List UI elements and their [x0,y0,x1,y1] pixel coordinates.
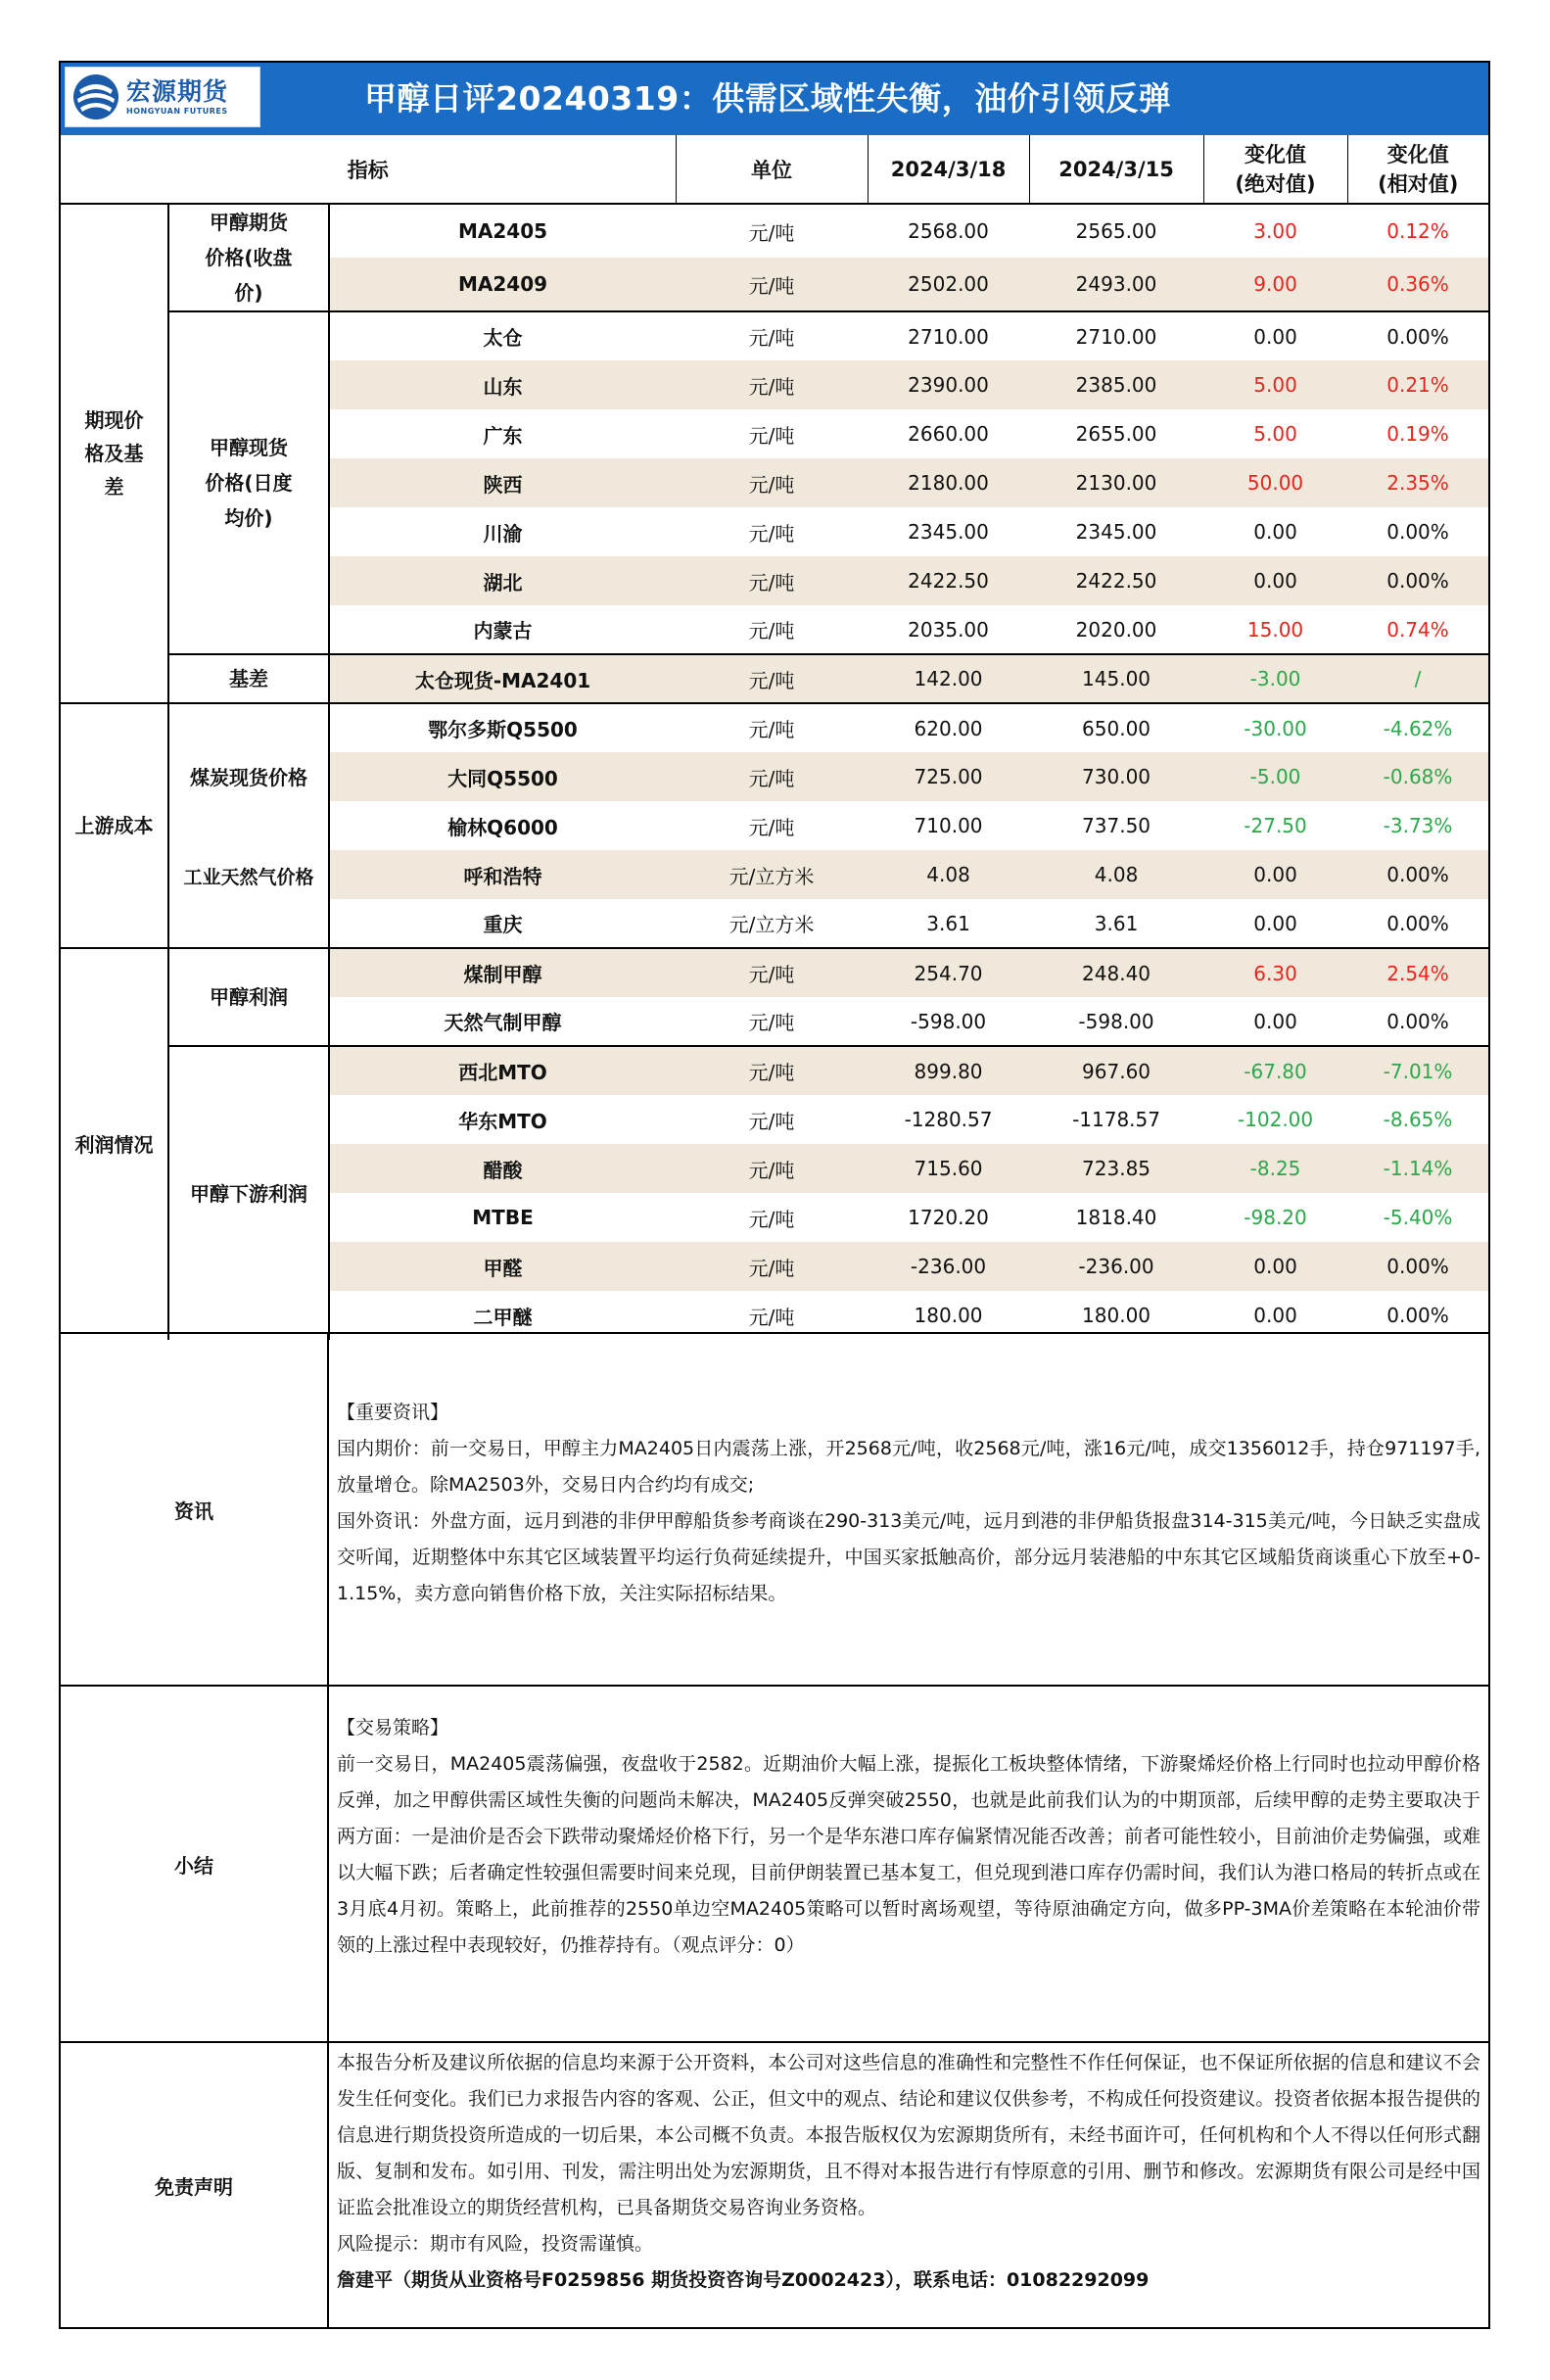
row-v2: 1818.40 [1075,1206,1157,1229]
row-v1: -236.00 [868,1242,1029,1291]
row-unit: 元/吨 [748,619,795,643]
row-v1: 2390.00 [868,360,1029,409]
row-name: 大同Q5500 [329,752,676,801]
row-rel: 0.00% [1386,1009,1449,1033]
row-v2: 2565.00 [1075,219,1157,243]
row-name: 太仓现货-MA2401 [329,654,676,703]
row-name: 天然气制甲醇 [444,1011,562,1034]
row-abs: 0.00 [1253,1304,1297,1327]
group-coal: 煤炭现货价格 [168,703,329,850]
row-unit: 元/吨 [676,654,868,703]
row-v2: 180.00 [1082,1304,1151,1327]
row-name: MA2405 [457,219,548,243]
row-unit: 元/吨 [748,220,795,245]
row-name: 华东MTO [458,1109,547,1133]
disclaimer-label: 免责声明 [61,2043,329,2327]
row-name: 山东 [329,360,676,409]
row-v1: 3.61 [926,911,970,935]
row-rel: 2.54% [1347,948,1488,997]
row-abs: -5.00 [1203,752,1347,801]
news-body [337,1395,1480,1612]
row-rel: -5.40% [1383,1206,1453,1229]
risk-notice: 风险提示：期市有风险，投资需谨慎。 [337,2233,654,2255]
group-methanol-profit: 甲醇利润 [168,948,329,1046]
row-v1: 715.60 [868,1144,1029,1193]
row-abs: -67.80 [1203,1046,1347,1095]
category-price: 期现价格及基差 [61,204,168,703]
group-spot: 甲醇现货价格(日度均价) [168,311,329,654]
row-name: 内蒙古 [473,619,533,643]
row-abs: 5.00 [1253,422,1297,446]
row-v2: 4.08 [1029,850,1203,899]
table-row [61,703,1488,752]
logo-text-cn: 宏源期货 [126,77,229,106]
row-rel: -1.14% [1347,1144,1488,1193]
row-unit: 元/吨 [676,556,868,605]
row-name: 湖北 [329,556,676,605]
row-v2: 2385.00 [1029,360,1203,409]
news-domestic: 国内期价：前一交易日，甲醇主力MA2405日内震荡上涨，开2568元/吨，收2568元/吨，涨16元/吨，成交1356012手，持仓971197手,放量增仓。除MA2503外，交易日内合约均有成交; [337,1438,1480,1496]
row-name: 鄂尔多斯Q5500 [428,718,578,741]
row-v1: -1280.57 [904,1108,993,1131]
row-abs: 0.00 [1253,324,1297,349]
row-v1: 899.80 [868,1046,1029,1095]
row-v2: 2493.00 [1029,258,1203,311]
row-unit: 元/吨 [676,752,868,801]
summary-section [61,1685,1488,2041]
group-downstream-profit: 甲醇下游利润 [168,1046,329,1340]
row-unit: 元/吨 [676,258,868,311]
row-abs: 0.00 [1253,520,1297,544]
row-unit: 元/吨 [748,1109,795,1133]
news-label: 资讯 [61,1334,329,1685]
row-name: 太仓 [483,326,523,350]
row-name: 煤制甲醇 [329,948,676,997]
table-row [61,204,1488,258]
row-rel: 0.00% [1386,520,1449,544]
row-rel: 0.19% [1386,422,1449,446]
row-abs: 9.00 [1203,258,1347,311]
row-unit: 元/吨 [748,1011,795,1034]
group-futures: 甲醇期货价格(收盘价) [168,204,329,311]
col-date2: 2024/3/15 [1029,135,1203,204]
row-rel: / [1347,654,1488,703]
row-name: 呼和浩特 [329,850,676,899]
table-header-row [61,135,1488,204]
row-v2: 145.00 [1029,654,1203,703]
report-header [61,63,1488,135]
row-v1: 254.70 [868,948,1029,997]
indicator-table-wrap [61,135,1488,1340]
row-abs: -8.25 [1203,1144,1347,1193]
row-abs: -98.20 [1244,1206,1307,1229]
summary-label: 小结 [61,1687,329,2041]
row-unit: 元/吨 [748,718,795,741]
row-abs: -27.50 [1244,814,1307,837]
row-rel: -3.73% [1383,814,1453,837]
row-abs: 3.00 [1253,219,1297,243]
row-unit: 元/吨 [748,815,795,839]
row-abs: 0.00 [1253,911,1297,935]
row-name: 榆林Q6000 [447,815,558,839]
group-gas: 工业天然气价格 [168,850,329,948]
row-v2: 967.60 [1029,1046,1203,1095]
row-v2: 3.61 [1094,911,1139,935]
row-v1: 710.00 [914,814,983,837]
row-v2: 2020.00 [1075,617,1157,642]
indicator-table [61,135,1488,1340]
col-abs-change: 变化值 (绝对值) [1203,135,1347,204]
row-abs: 0.00 [1253,1009,1297,1033]
row-name: 重庆 [483,913,523,936]
row-rel: 0.36% [1347,258,1488,311]
row-abs: -30.00 [1244,716,1307,740]
row-v2: 248.40 [1029,948,1203,997]
row-unit: 元/吨 [676,1242,868,1291]
row-v2: 723.85 [1029,1144,1203,1193]
row-unit: 元/吨 [748,1305,795,1329]
row-unit: 元/吨 [748,423,795,448]
row-rel: 0.00% [1347,1242,1488,1291]
row-abs: 15.00 [1246,617,1304,642]
disclaimer-text: 本报告分析及建议所依据的信息均来源于公开资料，本公司对这些信息的准确性和完整性不作任何保证，也不保证所依据的信息和建议不会发生任何变化。我们已力求报告内容的客观、公正，但文中的观点、结论和建议仅供参考，不构成任何投资建议。投资者依据本报告提供的信息进行期货投资所造成的一切后果，本公司概不负责。本报告版权仅为宏源期货所有，未经书面许可，任何机构和个人不得以任何形式翻版、复制和发布。如引用、刊发，需注明出处为宏源期货，且不得对本报告进行有悖原意的引用、删节和修改。宏源期货有限公司是经中国证监会批准设立的期货经营机构，已具备期货交易咨询业务资格。 [337,2052,1480,2218]
row-abs: 6.30 [1203,948,1347,997]
logo-text-en: HONGYUAN FUTURES [126,107,228,116]
row-unit: 元/立方米 [676,850,868,899]
row-rel: 0.12% [1386,219,1449,243]
row-v2: 2422.50 [1029,556,1203,605]
row-v1: 2345.00 [908,520,989,544]
table-row [61,311,1488,360]
col-unit: 单位 [676,135,868,204]
summary-heading: 【交易策略】 [337,1717,449,1738]
row-rel: 0.74% [1386,617,1449,642]
row-v1: 2502.00 [868,258,1029,311]
row-abs: -102.00 [1237,1108,1314,1131]
row-v1: 4.08 [868,850,1029,899]
row-v1: 2710.00 [908,324,989,349]
row-name: 川渝 [483,521,523,546]
row-rel: -4.62% [1383,716,1453,740]
row-abs: -3.00 [1203,654,1347,703]
row-v1: -598.00 [910,1009,987,1033]
row-rel: 0.00% [1386,1304,1449,1327]
col-rel-change: 变化值 (相对值) [1347,135,1488,204]
summary-body [337,1710,1480,1964]
row-v2: 730.00 [1029,752,1203,801]
row-rel: 0.21% [1347,360,1488,409]
company-logo [65,67,260,127]
report-page [59,61,1490,2329]
row-abs: 0.00 [1203,1242,1347,1291]
row-abs: 50.00 [1203,458,1347,507]
row-rel: -7.01% [1347,1046,1488,1095]
table-body [61,204,1488,1340]
row-unit: 元/吨 [748,1207,795,1231]
row-unit: 元/吨 [748,521,795,546]
row-v2: 737.50 [1082,814,1151,837]
logo-icon [71,72,120,121]
row-v1: 2422.50 [868,556,1029,605]
group-basis: 基差 [168,654,329,703]
row-unit: 元/吨 [676,360,868,409]
row-v2: -598.00 [1078,1009,1154,1033]
row-v1: 2660.00 [908,422,989,446]
row-v1: 2035.00 [908,617,989,642]
row-rel: 0.00% [1386,324,1449,349]
row-v2: -236.00 [1029,1242,1203,1291]
row-name: 醋酸 [329,1144,676,1193]
news-foreign: 国外资讯：外盘方面，远月到港的非伊甲醇船货参考商谈在290-313美元/吨，远月到港的非伊船货报盘314-315美元/吨，今日缺乏实盘成交听闻，近期整体中东其它区域装置平均运行负荷延续提升，中国买家抵触高价，部分远月装港船的中东其它区域船货商谈重心下放至+0-1.15%，卖方意向销售价格下放，关注实际招标结果。 [337,1510,1480,1604]
row-name: MTBE [472,1206,534,1229]
category-upstream: 上游成本 [61,703,168,948]
row-name: 二甲醚 [473,1305,533,1329]
row-v1: 620.00 [914,716,983,740]
table-row [61,654,1488,703]
table-row [61,850,1488,899]
row-unit: 元/吨 [676,1046,868,1095]
row-name: 甲醛 [329,1242,676,1291]
row-v1: 2180.00 [868,458,1029,507]
row-unit: 元/立方米 [728,913,815,936]
row-rel: 0.00% [1386,911,1449,935]
row-name: 陕西 [329,458,676,507]
row-abs: 0.00 [1203,556,1347,605]
row-v1: 180.00 [914,1304,983,1327]
row-v1: 1720.20 [908,1206,989,1229]
col-indicator: 指标 [61,135,676,204]
disclaimer-section [61,2041,1488,2327]
row-v2: -1178.57 [1072,1108,1160,1131]
row-v2: 2130.00 [1029,458,1203,507]
row-name: 广东 [483,423,523,448]
row-rel: -0.68% [1347,752,1488,801]
row-unit: 元/吨 [676,948,868,997]
row-unit: 元/吨 [676,1144,868,1193]
table-row [61,1046,1488,1095]
row-v2: 2655.00 [1075,422,1157,446]
row-abs: 0.00 [1203,850,1347,899]
table-row [61,948,1488,997]
row-abs: 5.00 [1203,360,1347,409]
row-v1: 725.00 [868,752,1029,801]
row-v2: 650.00 [1082,716,1151,740]
news-section [61,1332,1488,1685]
row-rel: 2.35% [1347,458,1488,507]
summary-text: 前一交易日，MA2405震荡偏强，夜盘收于2582。近期油价大幅上涨，提振化工板块整体情绪，下游聚烯烃价格上行同时也拉动甲醇价格反弹，加之甲醇供需区域性失衡的问题尚未解决，MA2405反弹突破2550，也就是此前我们认为的中期顶部，后续甲醇的走势主要取决于两方面：一是油价是否会下跌带动聚烯烃价格下行，另一个是华东港口库存偏紧情况能否改善；前者可能性较小，目前油价走势偏强，或难以大幅下跌；后者确定性较强但需要时间来兑现，目前伊朗装置已基本复工，但兑现到港口库存仍需时间，我们认为港口格局的转折点或在3月底4月初。策略上，此前推荐的2550单边空MA2405策略可以暂时离场观望，等待原油确定方向，做多PP-3MA价差策略在本轮油价带领的上涨过程中表现较好，仍推荐持有。（观点评分：0） [337,1753,1480,1956]
row-unit: 元/吨 [748,326,795,350]
row-v1: 142.00 [868,654,1029,703]
row-unit: 元/吨 [676,458,868,507]
analyst-info: 詹建平（期货从业资格号F0259856 期货投资咨询号Z0002423），联系电话：01082292099 [337,2269,1150,2291]
disclaimer-body [337,2045,1480,2299]
category-profit: 利润情况 [61,948,168,1340]
row-rel: -8.65% [1383,1108,1453,1131]
row-v1: 2568.00 [908,219,989,243]
row-name: MA2409 [329,258,676,311]
row-name: 西北MTO [329,1046,676,1095]
col-date1: 2024/3/18 [868,135,1029,204]
news-heading: 【重要资讯】 [337,1402,449,1423]
row-rel: 0.00% [1347,556,1488,605]
row-v2: 2345.00 [1075,520,1157,544]
report-title: 甲醇日评20240319：供需区域性失衡，油价引领反弹 [364,79,1172,118]
row-rel: 0.00% [1347,850,1488,899]
row-v2: 2710.00 [1075,324,1157,349]
